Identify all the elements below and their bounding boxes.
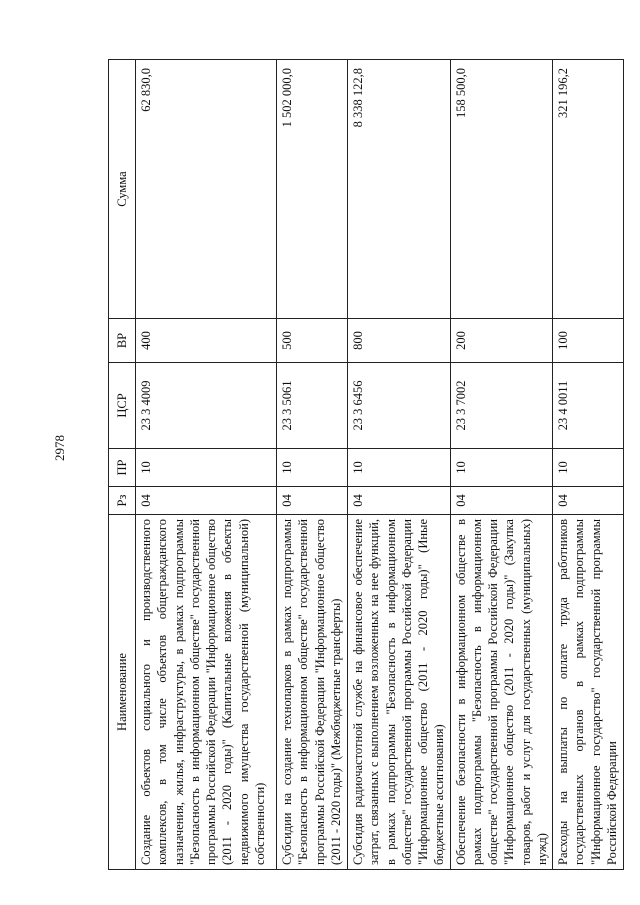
rotated-page-content bbox=[108, 60, 619, 870]
row-csr: 23 3 6456 bbox=[348, 363, 451, 449]
row-name: Обеспечение безопасности в информационном обществе в рамках подпрограммы "Безопасность в информационном обществе" государственной программы Российской Федерации "Информационное общество (2011 - 2020 годы)" (Закупка товаров, работ и услуг для государственных (муниципальных) нужд) bbox=[450, 515, 553, 870]
table-row bbox=[553, 60, 624, 870]
table-row bbox=[348, 60, 451, 870]
row-rz: 04 bbox=[450, 487, 553, 515]
budget-table bbox=[108, 59, 624, 870]
row-sum: 8 338 122,8 bbox=[348, 60, 451, 319]
row-rz: 04 bbox=[348, 487, 451, 515]
header-rz: Рз bbox=[109, 487, 136, 515]
row-pr: 10 bbox=[277, 449, 348, 487]
row-rz: 04 bbox=[136, 487, 277, 515]
row-pr: 10 bbox=[553, 449, 624, 487]
row-vr: 500 bbox=[277, 319, 348, 363]
row-pr: 10 bbox=[136, 449, 277, 487]
row-name: Субсидия радиочастотной службе на финансовое обеспечение затрат, связанных с выполнением возложенных на нее функций, в рамках подпрограммы "Безопасность в информационном обществе" государственной программы Российской Федерации "Информационное общество (2011 - 2020 годы)" (Иные бюджетные ассигнования) bbox=[348, 515, 451, 870]
header-sum: Сумма bbox=[109, 60, 136, 319]
table-row bbox=[136, 60, 277, 870]
page-number: 2978 bbox=[52, 435, 67, 461]
row-name: Создание объектов социального и производственного комплексов, в том числе объектов общегражданского назначения, жилья, инфраструктуры, в рамках подпрограммы "Безопасность в информационном обществе" государственной программы Российской Федерации "Информационное общество (2011 - 2020 годы)" (Капитальные вложения в объекты недвижимого имущества государственной (муниципальной) собственности) bbox=[136, 515, 277, 870]
table-row bbox=[277, 60, 348, 870]
header-pr: ПР bbox=[109, 449, 136, 487]
row-pr: 10 bbox=[450, 449, 553, 487]
row-sum: 321 196,2 bbox=[553, 60, 624, 319]
row-rz: 04 bbox=[553, 487, 624, 515]
header-row bbox=[109, 60, 136, 870]
row-csr: 23 3 4009 bbox=[136, 363, 277, 449]
row-sum: 1 502 000,0 bbox=[277, 60, 348, 319]
header-vr: ВР bbox=[109, 319, 136, 363]
row-csr: 23 3 7002 bbox=[450, 363, 553, 449]
row-rz: 04 bbox=[277, 487, 348, 515]
table-row bbox=[450, 60, 553, 870]
row-pr: 10 bbox=[348, 449, 451, 487]
row-vr: 200 bbox=[450, 319, 553, 363]
row-vr: 100 bbox=[553, 319, 624, 363]
row-name: Субсидии на создание технопарков в рамках подпрограммы "Безопасность в информационном обществе" государственной программы Российской Федерации "Информационное общество (2011 - 2020 годы)" (Межбюджетные трансферты) bbox=[277, 515, 348, 870]
row-sum: 62 830,0 bbox=[136, 60, 277, 319]
row-sum: 158 500,0 bbox=[450, 60, 553, 319]
header-csr: ЦСР bbox=[109, 363, 136, 449]
row-vr: 400 bbox=[136, 319, 277, 363]
row-vr: 800 bbox=[348, 319, 451, 363]
header-name: Наименование bbox=[109, 515, 136, 870]
row-csr: 23 4 0011 bbox=[553, 363, 624, 449]
row-csr: 23 3 5061 bbox=[277, 363, 348, 449]
row-name: Расходы на выплаты по оплате труда работников государственных органов в рамках подпрограммы "Информационное государство" государственной программы Российской Федерации bbox=[553, 515, 624, 870]
